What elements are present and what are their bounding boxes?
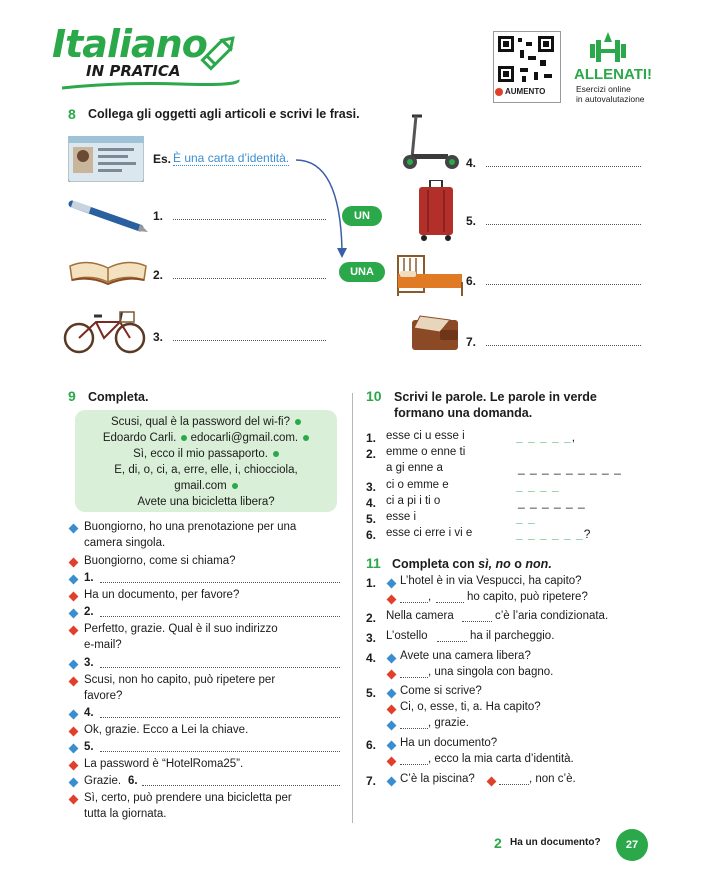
box-line-3: Sì, ecco il mio passaporto. [75, 448, 337, 460]
dialogue-line: Buongiorno, ho una prenotazione per una [84, 521, 297, 533]
aumento-icon [495, 88, 503, 96]
speaker-b-icon [69, 727, 79, 737]
unit-title: Ha un documento? [510, 837, 601, 848]
speaker-a-icon [69, 744, 79, 754]
ex11-blank[interactable] [400, 718, 428, 729]
speaker-a-icon [387, 579, 397, 589]
ex10-row-text: emme o enne ti [386, 446, 466, 458]
ex10-row-text: ci a pi i ti o [386, 495, 441, 507]
ex10-number: 10 [366, 388, 382, 404]
ex10-row-slots[interactable]: _ _ _ _ _ _ _ _ _ [518, 461, 622, 475]
ex11-line: c’è l’aria condizionata. [495, 610, 609, 622]
ex11-blank[interactable] [400, 592, 428, 603]
box-line-6: Avete una bicicletta libera? [137, 496, 275, 508]
ex11-line: Avete una camera libera? [400, 650, 531, 662]
speaker-a-icon [69, 660, 79, 670]
speaker-b-icon [69, 677, 79, 687]
dialogue-line: Scusi, non ho capito, può ripetere per [84, 674, 276, 686]
ex8-item-2-num: 2. [153, 268, 164, 282]
ex11-number: 11 [366, 555, 381, 571]
ex8-item-3-num: 3. [153, 330, 164, 344]
speaker-b-icon [69, 795, 79, 805]
ex8-item-4-num: 4. [466, 156, 477, 170]
speaker-b-icon [387, 705, 397, 715]
book-icon [68, 256, 148, 286]
ex8-answer-2[interactable] [173, 268, 326, 279]
ex9-answer-2[interactable] [100, 606, 340, 617]
pen-icon [68, 198, 148, 234]
ex10-row-num: 6. [366, 528, 377, 542]
speaker-a-icon [69, 575, 79, 585]
ex8-answer-1[interactable] [173, 209, 326, 220]
article-una[interactable]: UNA [339, 262, 385, 282]
logo-underline-icon [60, 74, 240, 96]
speaker-a-icon [387, 654, 397, 664]
ex11-blank[interactable] [437, 631, 467, 642]
ex11-line: , non c’è. [529, 773, 576, 785]
box-line-5: gmail.com [75, 480, 337, 492]
bicycle-icon [62, 302, 148, 356]
dialogue-line: camera singola. [84, 537, 166, 549]
wallet-icon [410, 314, 462, 354]
blank-num: 1. [84, 572, 94, 584]
ex11-blank[interactable] [400, 667, 428, 678]
speaker-b-icon [69, 626, 79, 636]
ex10-row-text: esse ci u esse i [386, 430, 465, 442]
ex11-line: Ci, o, esse, ti, a. Ha capito? [400, 701, 541, 713]
speaker-a-icon [69, 778, 79, 788]
ex10-row-num: 1. [366, 431, 377, 445]
dialogue-line: Buongiorno, come si chiama? [84, 555, 236, 567]
ex11-blank[interactable] [436, 592, 464, 603]
page-number: 27 [616, 829, 648, 861]
ex11-line: ho capito, può ripetere? [467, 591, 588, 603]
ex9-answer-1[interactable] [100, 572, 340, 583]
dialogue-line: Ok, grazie. Ecco a Lei la chiave. [84, 724, 249, 736]
ex11-line: , grazie. [428, 717, 469, 729]
id-card-icon [68, 136, 144, 182]
ex8-answer-6[interactable] [486, 274, 641, 285]
ex11-line: , ecco la mia carta d’identità. [428, 753, 574, 765]
pencil-icon [196, 30, 240, 76]
blank-num: 6. [128, 775, 138, 787]
ex9-answer-4[interactable] [100, 707, 340, 718]
ex8-item-7-num: 7. [466, 335, 477, 349]
ex10-row-text: ci o emme e [386, 479, 449, 491]
ex10-row-text: esse ci erre i vi e [386, 527, 473, 539]
ex8-answer-4[interactable] [486, 156, 641, 167]
dialogue-line: Ha un documento, per favore? [84, 589, 240, 601]
dumbbell-icon [588, 32, 628, 66]
ex11-line: C’è la piscina? [400, 773, 475, 785]
ex9-title: Completa. [88, 390, 149, 404]
blank-num: 4. [84, 707, 94, 719]
ex10-row-num: 5. [366, 512, 377, 526]
column-divider [352, 393, 353, 823]
comma: , [428, 591, 432, 603]
speaker-a-icon [69, 524, 79, 534]
dialogue-line: favore? [84, 690, 123, 702]
ex10-row-slots[interactable]: _ _ _ _ _ _ [518, 495, 586, 509]
ex10-row-text: esse i [386, 511, 417, 523]
ex9-answer-5[interactable] [100, 741, 340, 752]
suitcase-icon [416, 180, 456, 242]
dialogue-line: tutta la giornata. [84, 808, 167, 820]
ex11-blank[interactable] [499, 774, 529, 785]
ex8-answer-7[interactable] [486, 335, 641, 346]
speaker-a-icon [387, 741, 397, 751]
ex10-row-text: a gi enne a [386, 462, 443, 474]
ex11-num: 7. [366, 774, 377, 788]
allenati-label[interactable]: ALLENATI! [574, 66, 653, 83]
ex11-num: 1. [366, 576, 377, 590]
ex8-item-1-num: 1. [153, 209, 164, 223]
dialogue-line: Grazie. [84, 775, 122, 787]
ex10-row-num: 3. [366, 480, 377, 494]
ex10-row-num: 2. [366, 447, 377, 461]
ex11-line: , una singola con bagno. [428, 666, 554, 678]
ex11-blank[interactable] [462, 611, 492, 622]
speaker-b-icon [69, 592, 79, 602]
allenati-sub2: in autovalutazione [576, 94, 645, 104]
speaker-a-icon [69, 609, 79, 619]
blank-num: 3. [84, 657, 94, 669]
ex11-num: 3. [366, 631, 377, 645]
blank-num: 5. [84, 741, 94, 753]
speaker-a-icon [387, 721, 397, 731]
ex8-answer-3[interactable] [173, 330, 326, 341]
ex10-row-slots[interactable]: _ _ _ _ [516, 479, 560, 493]
ex10-title-2: formano una domanda. [394, 406, 533, 420]
speaker-a-icon [387, 777, 397, 787]
speaker-b-icon [69, 761, 79, 771]
ex9-answer-6[interactable] [142, 775, 340, 786]
ex10-row-num: 4. [366, 496, 377, 510]
speaker-a-icon [69, 710, 79, 720]
dialogue-line: e-mail? [84, 639, 122, 651]
ex11-num: 2. [366, 611, 377, 625]
ex11-line: Ha un documento? [400, 737, 498, 749]
ex8-example-label: Es. [153, 152, 172, 166]
dialogue-line: Sì, certo, può prendere una bicicletta per [84, 792, 292, 804]
ex10-title-1: Scrivi le parole. Le parole in verde [394, 390, 597, 404]
ex11-line: Nella camera [386, 610, 454, 622]
unit-number: 2 [494, 835, 502, 851]
ex10-row-slots[interactable]: _ _ [516, 511, 536, 525]
ex8-title: Collega gli oggetti agli articoli e scrivi le frasi. [88, 107, 360, 121]
ex9-answer-3[interactable] [100, 657, 340, 668]
ex11-line: Come si scrive? [400, 685, 482, 697]
ex10-row-slots[interactable]: _ _ _ _ _ _? [516, 527, 591, 541]
ex11-num: 5. [366, 686, 377, 700]
ex9-number: 9 [68, 388, 76, 404]
ex11-num: 4. [366, 651, 377, 665]
ex11-line: L’ostello [386, 630, 428, 642]
box-line-4: E, di, o, ci, a, erre, elle, i, chiocciola, [114, 464, 298, 476]
blank-num: 2. [84, 606, 94, 618]
ex8-number: 8 [68, 106, 76, 122]
article-un[interactable]: UN [342, 206, 382, 226]
box-line-2: Edoardo Carli. edocarli@gmail.com. [75, 432, 337, 444]
ex8-item-6-num: 6. [466, 274, 477, 288]
speaker-b-icon [387, 595, 397, 605]
dialogue-line: La password è “HotelRoma25”. [84, 758, 244, 770]
ex11-title: Completa con sì, no o non. [392, 557, 552, 571]
speaker-b-icon [387, 757, 397, 767]
speaker-b-icon [69, 558, 79, 568]
bed-icon [394, 254, 466, 298]
ex8-item-5-num: 5. [466, 214, 477, 228]
speaker-a-icon [387, 689, 397, 699]
logo-subtitle: IN PRATICA [86, 62, 181, 80]
ex10-row-slots[interactable]: _ _ _ _ _, [516, 430, 576, 444]
ex8-example-answer: È una carta d’identità. [173, 151, 290, 165]
ex11-line: ha il parcheggio. [470, 630, 555, 642]
ex11-num: 6. [366, 738, 377, 752]
scooter-icon [398, 112, 462, 172]
ex8-answer-5[interactable] [486, 214, 641, 225]
ex11-blank[interactable] [400, 754, 428, 765]
speaker-b-icon [387, 670, 397, 680]
allenati-sub1: Esercizi online [576, 84, 631, 94]
speaker-b-icon [487, 777, 497, 787]
qr-label: AUMENTO [505, 87, 546, 96]
ex11-line: L’hotel è in via Vespucci, ha capito? [400, 575, 582, 587]
logo-title: Italiano [52, 22, 207, 66]
box-line-1: Scusi, qual è la password del wi-fi? [75, 416, 337, 428]
dialogue-line: Perfetto, grazie. Qual è il suo indirizzo [84, 623, 278, 635]
